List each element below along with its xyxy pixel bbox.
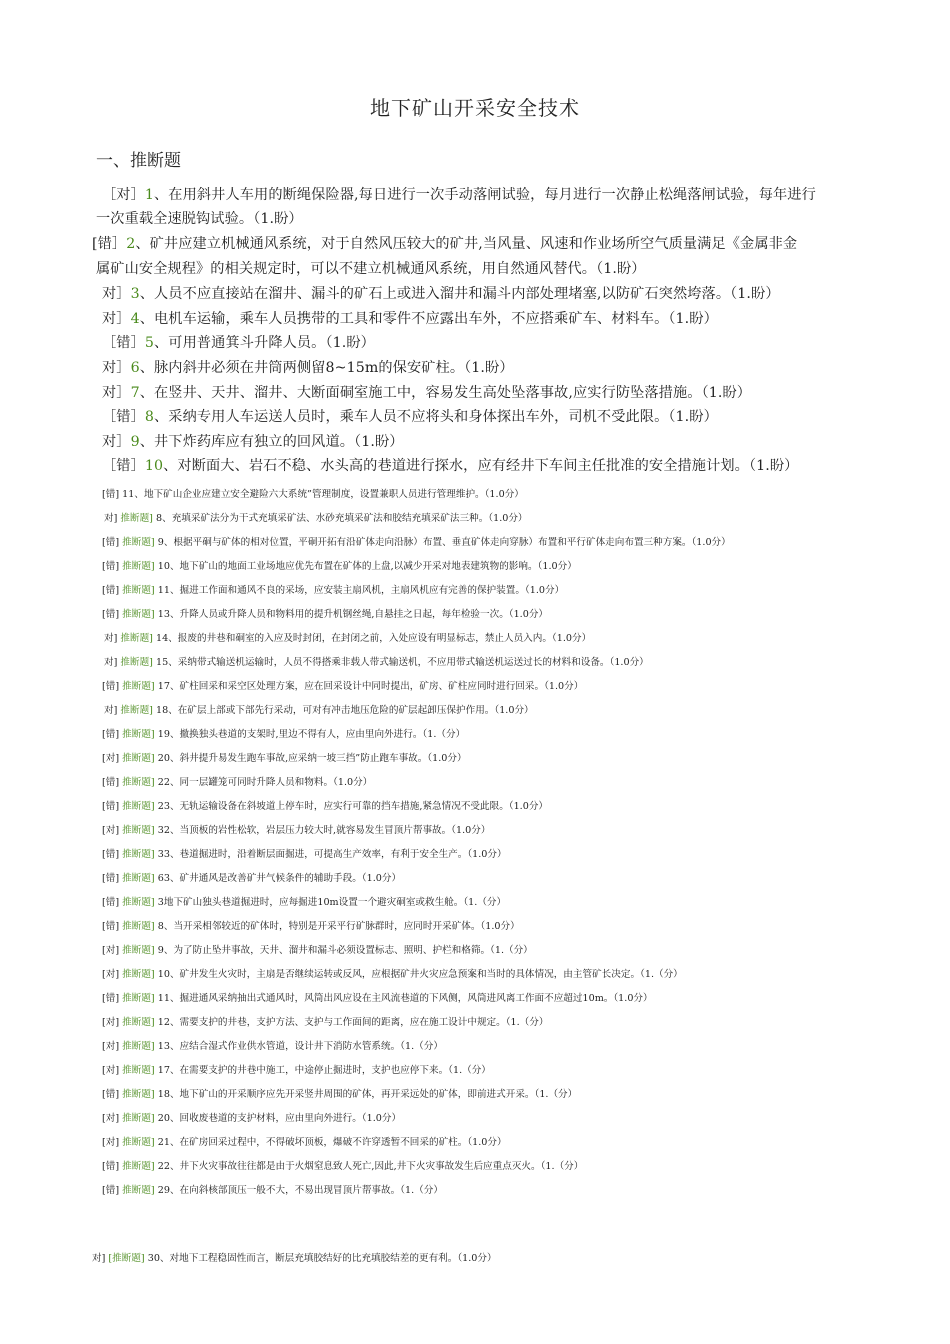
question-text: 9、根据平硐与矿体的相对位置，平硐开拓有沿矿体走向沿脉）布置、垂直矿体走向穿脉）布置和平行矿体走向布置三种方案。（1.0分） <box>157 537 731 548</box>
question-line <box>102 678 583 692</box>
answer-mark: [对] <box>102 945 120 956</box>
question-line <box>102 357 514 377</box>
answer-mark: [对] <box>102 1065 120 1076</box>
question-line <box>104 630 591 644</box>
question-text: 23、无轨运输设备在斜坡道上停车时，应实行可靠的挡车措施,紧急情况不受此限。（1.0分） <box>157 801 549 812</box>
answer-mark: [错] <box>102 1185 120 1196</box>
answer-mark: ［错］ <box>102 335 145 351</box>
question-number: 10 <box>144 458 164 474</box>
question-type-tag: 推断题] <box>122 945 155 956</box>
question-line <box>102 534 731 548</box>
answer-mark: [错] <box>102 993 120 1004</box>
question-text: 、对断面大、岩石不稳、水头高的巷道进行探水，应有经井下车间主任批准的安全措施计划。（1.盼） <box>163 458 799 474</box>
answer-mark: 对] <box>104 705 118 716</box>
page-title: 地下矿山开采安全技术 <box>370 96 580 120</box>
question-text: 9、为了防止坠井事故，天井、溜井和漏斗必须设置标志、照明、护栏和格筛。（1.（分） <box>157 945 533 956</box>
question-type-tag: 推断题] <box>122 729 155 740</box>
answer-mark: [错] <box>102 777 120 788</box>
question-type-tag: 推断题] <box>122 609 155 620</box>
question-text: 11、掘进通风采纳抽出式通风时，风筒出风应设在主风流巷道的下风侧，风筒进风离工作面不应超过10m。（1.0分） <box>157 993 653 1004</box>
question-text: 29、在向斜核部顶压一般不大，不易出现冒顶片帮事故。（1.（分） <box>157 1185 443 1196</box>
section-heading: 一、推断题 <box>96 151 181 171</box>
question-type-tag: 推断题] <box>122 561 155 572</box>
answer-mark: ［错］ <box>102 458 145 474</box>
question-type-tag: 推断题] <box>122 849 155 860</box>
question-line <box>102 870 401 884</box>
question-text: 8、当开采相邻较近的矿体时，特别是开采平行矿脉群时，应同时开采矿体。（1.0分） <box>157 921 520 932</box>
question-line <box>102 990 653 1004</box>
answer-mark: ［错］ <box>102 409 145 425</box>
answer-mark: [错] <box>102 873 120 884</box>
question-number: 2 <box>126 236 136 252</box>
question-line <box>102 582 564 596</box>
question-text: 一次重载全速脱钩试验。（1.盼） <box>96 211 303 227</box>
question-line <box>102 1158 583 1172</box>
answer-mark: [错] <box>102 849 120 860</box>
question-line <box>102 750 467 764</box>
question-text: 8、充填采矿法分为干式充填采矿法、水砂充填采矿法和胶结充填采矿法三种。（1.0分） <box>156 513 528 524</box>
question-text: 13、升降人员或升降人员和物料用的提升机钢丝绳,自悬挂之日起，每年检验一次。（1.0分） <box>157 609 549 620</box>
question-text: 19、撤换独头巷道的支架时,里边不得有人，应由里向外进行。（1.（分） <box>157 729 466 740</box>
question-line <box>102 798 548 812</box>
answer-mark: 对］ <box>102 434 131 450</box>
question-type-tag: 推断题] <box>120 657 153 668</box>
answer-mark: [错] <box>102 1161 120 1172</box>
answer-mark: [对] <box>102 1137 120 1148</box>
question-type-tag: 推断题] <box>122 1089 155 1100</box>
question-text: 30、对地下工程稳固性而言，断层充填胶结好的比充填胶结差的更有利。（1.0分） <box>147 1253 497 1264</box>
question-text: 18、地下矿山的开采顺序应先开采竖井周围的矿体，再开采远处的矿体，即前进式开采。（1.（分） <box>157 1089 578 1100</box>
question-type-tag: 推断题] <box>122 753 155 764</box>
answer-mark: [错] <box>102 489 120 500</box>
question-text: 17、矿柱回采和采空区处理方案，应在回采设计中同时提出，矿房、矿柱应同时进行回采。（1.0分） <box>157 681 584 692</box>
question-line <box>102 558 577 572</box>
question-text: 20、回收废巷道的支护材料，应由里向外进行。（1.0分） <box>157 1113 402 1124</box>
question-type-tag: 推断题] <box>120 705 153 716</box>
question-number: 4 <box>130 311 140 327</box>
question-text: 、在竖井、天井、溜井、大断面硐室施工中，容易发生高处坠落事故,应实行防坠落措施。（1.盼） <box>139 385 752 401</box>
question-text: 、电机车运输，乘车人员携带的工具和零件不应露出车外，不应搭乘矿车、材料车。（1.盼） <box>139 311 718 327</box>
question-line <box>102 486 524 500</box>
question-line <box>102 1038 443 1052</box>
answer-mark: 对］ <box>102 360 131 376</box>
question-type-tag: 推断题] <box>122 897 155 908</box>
question-number: 3 <box>130 286 140 302</box>
question-type-tag: 推断题] <box>122 1065 155 1076</box>
question-line <box>102 308 718 328</box>
question-type-tag: [推断题] <box>108 1253 145 1264</box>
answer-mark: [错] <box>102 681 120 692</box>
question-text: 22、同一层罐笼可同时升降人员和物料。（1.0分） <box>157 777 373 788</box>
question-text: 、人员不应直接站在溜井、漏斗的矿石上或进入溜井和漏斗内部处理堵塞,以防矿石突然垮落。（1.盼） <box>139 286 780 302</box>
question-line <box>102 822 490 836</box>
question-type-tag: 推断题] <box>122 873 155 884</box>
question-number: 7 <box>130 385 140 401</box>
answer-mark: [对] <box>102 753 120 764</box>
answer-mark: [错] <box>102 897 120 908</box>
question-type-tag: 推断题] <box>122 585 155 596</box>
question-type-tag: 推断题] <box>122 777 155 788</box>
question-type-tag: 推断题] <box>122 969 155 980</box>
question-text: 11、掘进工作面和通风不良的采场，应安装主扇风机，主扇风机应有完善的保护装置。（1.0分） <box>157 585 565 596</box>
question-text: 17、在需要支护的井巷中施工，中途停止掘进时，支护也应停下来。（1.（分） <box>157 1065 491 1076</box>
question-line <box>102 894 506 908</box>
question-text: 10、地下矿山的地面工业场地应优先布置在矿体的上盘,以减少开采对地表建筑物的影响。（1.0分） <box>157 561 577 572</box>
question-line <box>104 702 534 716</box>
answer-mark: [错] <box>102 537 120 548</box>
last-question-line <box>92 1250 497 1264</box>
question-text: 14、报废的井巷和硐室的入应及时封闭，在封闭之前，入处应设有明显标志，禁止人员入内。（1.0分） <box>156 633 592 644</box>
question-text: 、可用普通箕斗升降人员。（1.盼） <box>154 335 375 351</box>
question-text: 32、当顶板的岩性松软，岩层压力较大时,就容易发生冒顶片帮事故。（1.0分） <box>157 825 491 836</box>
answer-mark: [错] <box>102 801 120 812</box>
question-number: 9 <box>130 434 140 450</box>
question-line <box>102 846 507 860</box>
question-number: 1 <box>144 187 155 203</box>
question-line <box>104 510 528 524</box>
question-type-tag: 推断题] <box>122 801 155 812</box>
question-type-tag: 推断题] <box>122 921 155 932</box>
question-line <box>102 774 372 788</box>
question-text: 11、地下矿山企业应建立安全避险六大系统”管理制度，设置兼职人员进行管理维护。（1.0分） <box>122 489 524 500</box>
answer-mark: [错] <box>102 561 120 572</box>
question-type-tag: 推断题] <box>122 825 155 836</box>
answer-mark: 对] <box>104 633 118 644</box>
question-text: 21、在矿房回采过程中，不得破坏顶板，爆破不许穿透暂不回采的矿柱。（1.0分） <box>157 1137 507 1148</box>
question-line <box>102 918 520 932</box>
question-line <box>102 1014 548 1028</box>
answer-mark: 对] <box>92 1253 106 1264</box>
question-line <box>102 942 533 956</box>
answer-mark: [对] <box>102 825 120 836</box>
answer-mark: 对］ <box>102 385 131 401</box>
answer-mark: [错］ <box>92 236 127 252</box>
question-line <box>102 966 683 980</box>
question-type-tag: 推断题] <box>120 633 153 644</box>
answer-mark: [错] <box>102 921 120 932</box>
question-text: 10、矿井发生火灾时，主扇是否继续运转或反风，应根据矿井火灾应急预案和当时的具体情况，由主管矿长决定。（1.（分） <box>157 969 683 980</box>
answer-mark: [对] <box>102 1113 120 1124</box>
question-line <box>102 283 780 303</box>
question-line <box>102 184 816 204</box>
answer-mark: [对] <box>102 1041 120 1052</box>
answer-mark: 对] <box>104 657 118 668</box>
question-number: 8 <box>144 409 155 425</box>
question-line <box>102 382 751 402</box>
question-text: 、采纳专用人车运送人员时，乘车人员不应将头和身体探出车外，司机不受此限。（1.盼） <box>154 409 718 425</box>
answer-mark: [对] <box>102 1017 120 1028</box>
question-text: 15、采纳带式输送机运输时，人员不得搭乘非载人带式输送机，不应用带式输送机运送过长的材料和设备。（1.0分） <box>156 657 649 668</box>
question-text: 3地下矿山独头巷道掘进时，应每掘进10m设置一个避灾硐室或救生舱。（1.（分） <box>157 897 507 908</box>
question-line <box>102 431 404 451</box>
question-text: 12、需要支护的井巷，支护方法、支护与工作面间的距离，应在施工设计中规定。（1.（分） <box>157 1017 549 1028</box>
answer-mark: 对］ <box>102 286 131 302</box>
question-text: 、井下炸药库应有独立的回风道。（1.盼） <box>139 434 404 450</box>
question-line <box>102 1062 491 1076</box>
question-number: 5 <box>144 335 155 351</box>
answer-mark: [错] <box>102 585 120 596</box>
question-line <box>102 726 465 740</box>
question-line <box>102 1110 401 1124</box>
answer-mark: 对] <box>104 513 118 524</box>
answer-mark: [错] <box>102 1089 120 1100</box>
question-type-tag: 推断题] <box>122 1185 155 1196</box>
answer-mark: ［对］ <box>102 187 145 203</box>
question-line <box>96 208 303 228</box>
question-type-tag: 推断题] <box>122 1017 155 1028</box>
answer-mark: [错] <box>102 729 120 740</box>
question-text: 、在用斜井人车用的断绳保险器,每日进行一次手动落闸试验，每月进行一次静止松绳落闸试验，每年进行 <box>154 187 816 203</box>
answer-mark: 对］ <box>102 311 131 327</box>
question-type-tag: 推断题] <box>122 537 155 548</box>
question-type-tag: 推断题] <box>122 1041 155 1052</box>
question-text: 22、井下火灾事故往往都是由于火烟窒息致人死亡,因此,井下火灾事故发生后应重点灭火。（1.（分） <box>157 1161 584 1172</box>
question-line <box>102 406 718 426</box>
question-text: 13、应结合湿式作业供水管道，设计井下消防水管系统。（1.（分） <box>157 1041 443 1052</box>
question-line <box>102 332 375 352</box>
question-text: 、矿井应建立机械通风系统，对于自然风压较大的矿井,当风量、风速和作业场所空气质量满足《金属非金 <box>135 236 798 252</box>
question-text: 、脉内斜井必须在井筒两侧留8~15m的保安矿柱。（1.盼） <box>139 360 514 376</box>
question-line <box>92 233 797 253</box>
question-type-tag: 推断题] <box>120 513 153 524</box>
question-type-tag: 推断题] <box>122 993 155 1004</box>
question-type-tag: 推断题] <box>122 1137 155 1148</box>
question-type-tag: 推断题] <box>122 1161 155 1172</box>
answer-mark: [错] <box>102 609 120 620</box>
question-line <box>104 654 649 668</box>
answer-mark: [对] <box>102 969 120 980</box>
question-type-tag: 推断题] <box>122 681 155 692</box>
question-text: 33、巷道掘进时，沿着断层面掘进，可提高生产效率，有利于安全生产。（1.0分） <box>157 849 507 860</box>
question-number: 6 <box>130 360 140 376</box>
question-text: 63、矿井通风是改善矿井气候条件的辅助手段。（1.0分） <box>157 873 402 884</box>
question-text: 20、斜井提升易发生跑车事故,应采纳一坡三挡”防止跑车事故。（1.0分） <box>157 753 467 764</box>
question-text: 18、在矿层上部或下部先行采动，可对有冲击地压危险的矿层起卸压保护作用。（1.0分） <box>156 705 534 716</box>
question-line <box>102 1182 443 1196</box>
question-line <box>96 258 646 278</box>
question-text: 属矿山安全规程》的相关规定时，可以不建立机械通风系统，用自然通风替代。（1.盼） <box>96 261 646 277</box>
question-line <box>102 455 798 475</box>
question-line <box>102 1086 577 1100</box>
question-line <box>102 606 548 620</box>
question-type-tag: 推断题] <box>122 1113 155 1124</box>
question-line <box>102 1134 507 1148</box>
